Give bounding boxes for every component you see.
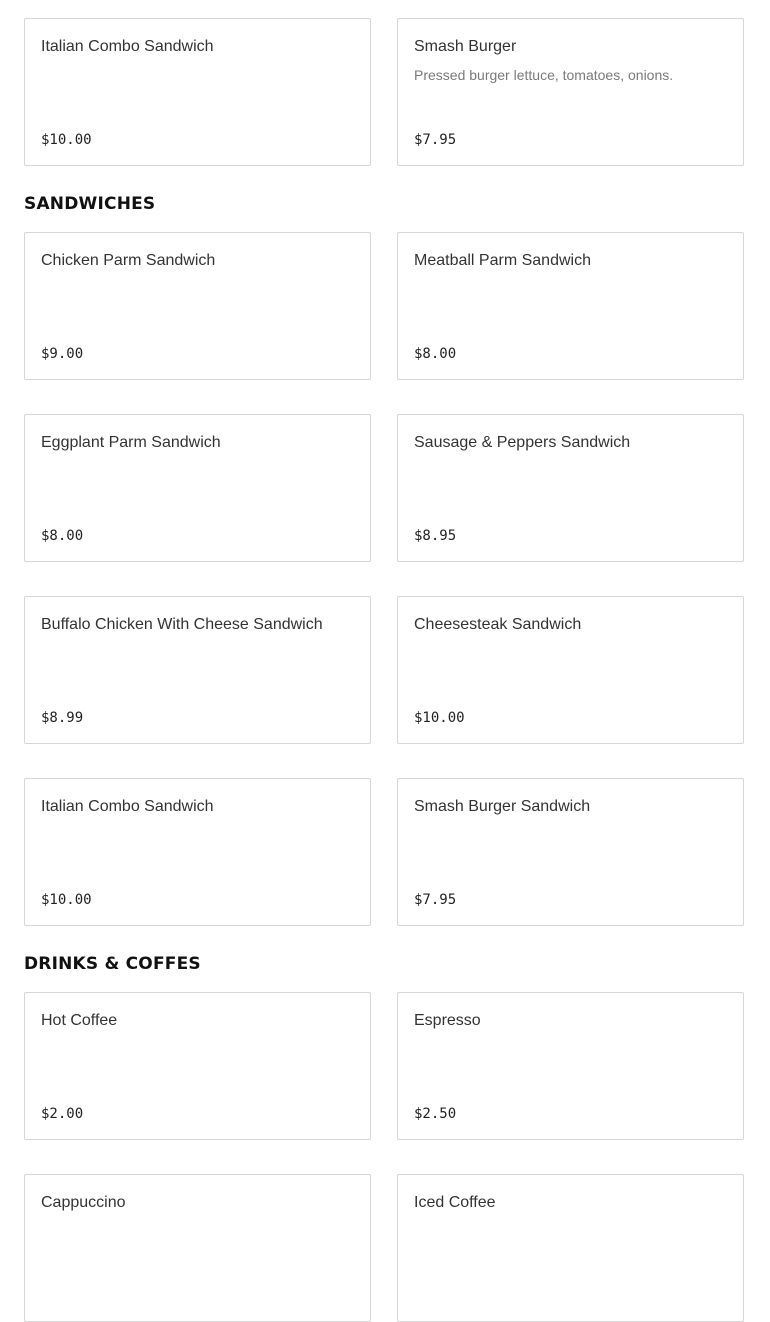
menu-item-price: $8.95 [414,528,457,544]
menu-item-description: Pressed burger lettuce, tomatoes, onions. [414,67,674,83]
menu-item-name: Smash Burger [414,38,517,55]
section-title-drinks: DRINKS & COFFES [24,954,201,974]
menu-item-card[interactable] [397,778,744,926]
menu-item-name: Espresso [414,1012,481,1029]
menu-item-name: Eggplant Parm Sandwich [41,434,221,451]
menu-item-name: Buffalo Chicken With Cheese Sandwich [41,616,323,633]
menu-item-price: $8.00 [41,528,84,544]
menu-item-name: Smash Burger Sandwich [414,798,591,815]
section-title-sandwiches: SANDWICHES [24,194,156,214]
menu-item-card[interactable] [24,232,371,380]
menu-item-card[interactable] [397,18,744,166]
menu-item-card[interactable] [397,1174,744,1322]
menu-item-price: $10.00 [41,892,92,908]
menu-item-name: Chicken Parm Sandwich [41,252,216,269]
menu-item-name: Hot Coffee [41,1012,118,1029]
menu-item-price: $9.00 [41,346,84,362]
menu-item-name: Cappuccino [41,1194,126,1211]
menu-item-name: Meatball Parm Sandwich [414,252,591,269]
menu-item-price: $2.50 [414,1106,457,1122]
menu-item-card[interactable] [24,414,371,562]
menu-item-card[interactable] [24,18,371,166]
menu-item-price: $8.00 [414,346,457,362]
menu-item-card[interactable] [24,778,371,926]
menu-item-name: Cheesesteak Sandwich [414,616,582,633]
menu-item-name: Italian Combo Sandwich [41,798,214,815]
menu-item-card[interactable] [397,414,744,562]
menu-item-card[interactable] [397,596,744,744]
menu-item-card[interactable] [24,596,371,744]
menu-item-price: $2.00 [41,1106,84,1122]
menu-item-price: $10.00 [41,132,92,148]
menu-item-name: Italian Combo Sandwich [41,38,214,55]
menu-item-price: $7.95 [414,892,457,908]
menu-item-card[interactable] [397,992,744,1140]
menu-item-card[interactable] [24,992,371,1140]
menu-item-name: Iced Coffee [414,1194,496,1211]
menu-item-price: $10.00 [414,710,465,726]
menu-item-card[interactable] [24,1174,371,1322]
menu-item-card[interactable] [397,232,744,380]
menu-item-price: $7.95 [414,132,457,148]
menu-item-price: $8.99 [41,710,84,726]
menu-item-name: Sausage & Peppers Sandwich [414,434,631,451]
